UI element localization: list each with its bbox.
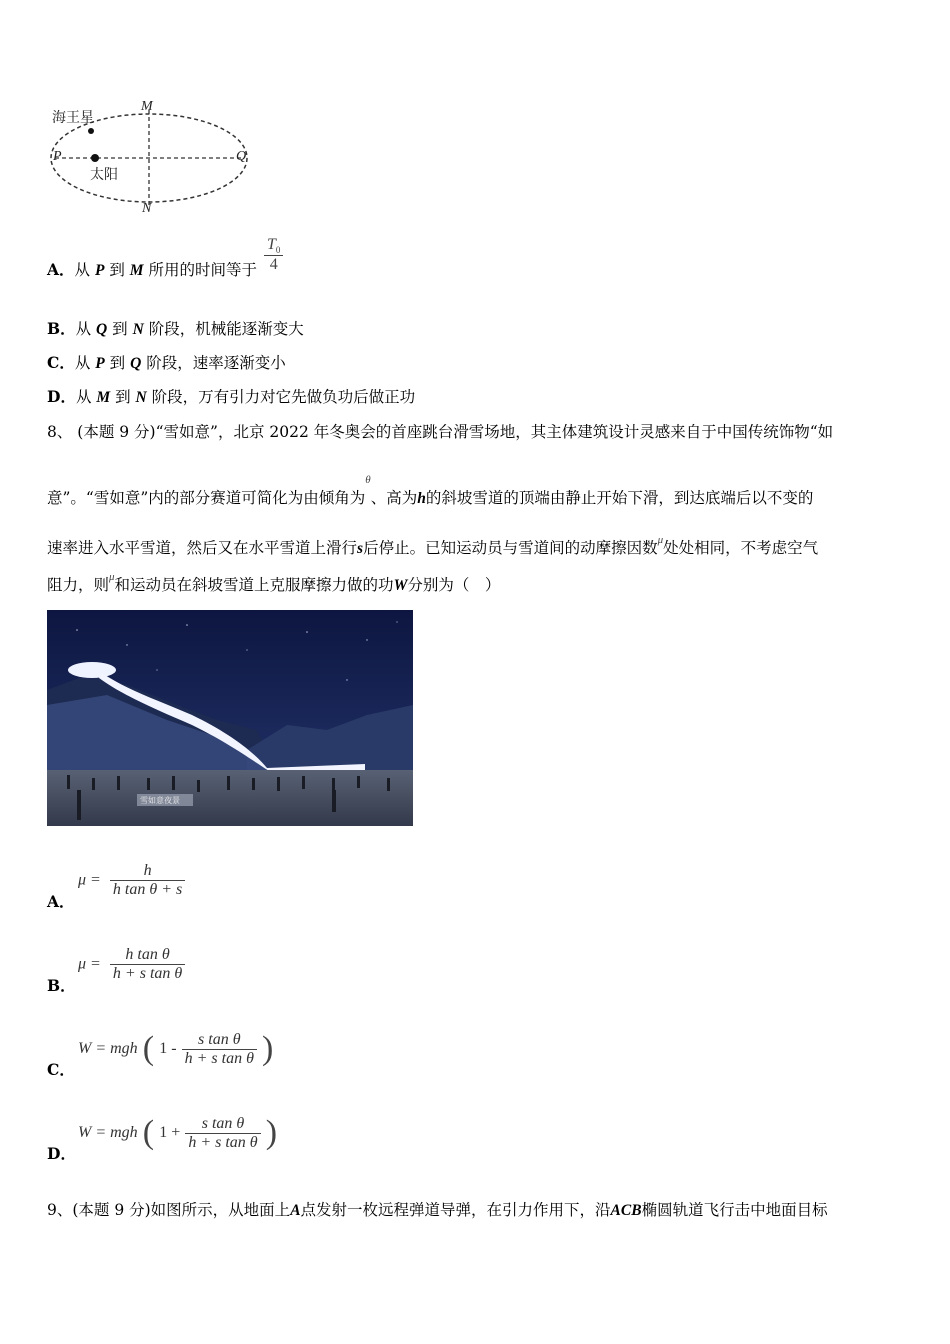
sun-dot [91,154,99,162]
q7-option-d: D．从 M 到 N 阶段，万有引力对它先做负功后做正功 [47,387,416,406]
q8-option-c-letter: C． [47,1060,75,1079]
label-P: P [53,149,62,164]
ski-jump-photo [47,610,413,826]
q8-option-a-formula: μ = $\frac{h}{\text{h tan θ + s}}$ [78,862,185,899]
q8-stem-line-3: 速率进入水平雪道，然后又在水平雪道上滑行s后停止。已知运动员与雪道间的动摩擦因数$^\mu$处处相同，不考虑空气 [47,534,819,558]
q9-stem-line-1: 9、(本题 9 分)如图所示，从地面上A点发射一枚远程弹道导弹，在引力作用下，沿ACB椭圆轨道飞行击中地面目标 [47,1201,828,1219]
label-sun: 太阳 [90,167,118,183]
q8-stem-line-4: 阻力，则$^\mu$和运动员在斜坡雪道上克服摩擦力做的功W分别为（ ） [47,571,501,595]
label-neptune: 海王星 [52,110,94,126]
q8-option-d-formula: W = mgh ( 1 + $\frac{\text{s tan θ}}{\text{h + s tan θ}}$ ) [78,1114,278,1151]
q7-optA-fraction: $\frac{T_0}{4}$ [264,236,283,274]
label-M: M [141,99,153,114]
photo-caption: 雪如意夜景 [140,796,180,805]
q8-option-a-letter: A． [47,892,75,911]
q7-option-a: A．从 P 到 M 所用的时间等于 [47,260,258,279]
q8-option-b-formula: μ = $\frac{\text{h tan θ}}{\text{h + s tan θ}}$ [78,946,185,983]
q8-stem-line-2: 意”。“雪如意”内的部分赛道可简化为由倾角为$^\theta$、高为h的斜坡雪道的顶端由静止开始下滑，到达底端后以不变的 [47,474,814,508]
q7-option-b: B．从 Q 到 N 阶段，机械能逐渐变大 [47,319,304,338]
jump-head [68,662,116,678]
label-Q: Q [236,149,247,164]
q7-option-c: C．从 P 到 Q 阶段，速率逐渐变小 [47,353,286,372]
q8-stem-line-1: 8、 (本题 9 分)“雪如意”，北京 2022 年冬奥会的首座跳台滑雪场地，其主体建筑设计灵感来自于中国传统饰物“如 [47,423,834,441]
q8-option-d-letter: D． [47,1144,76,1163]
q8-option-b-letter: B． [47,976,76,995]
neptune-dot [88,128,94,134]
q8-option-c-formula: W = mgh ( 1 - $\frac{\text{s tan θ}}{\text{h + s tan θ}}$ ) [78,1030,274,1067]
label-N: N [142,201,152,216]
